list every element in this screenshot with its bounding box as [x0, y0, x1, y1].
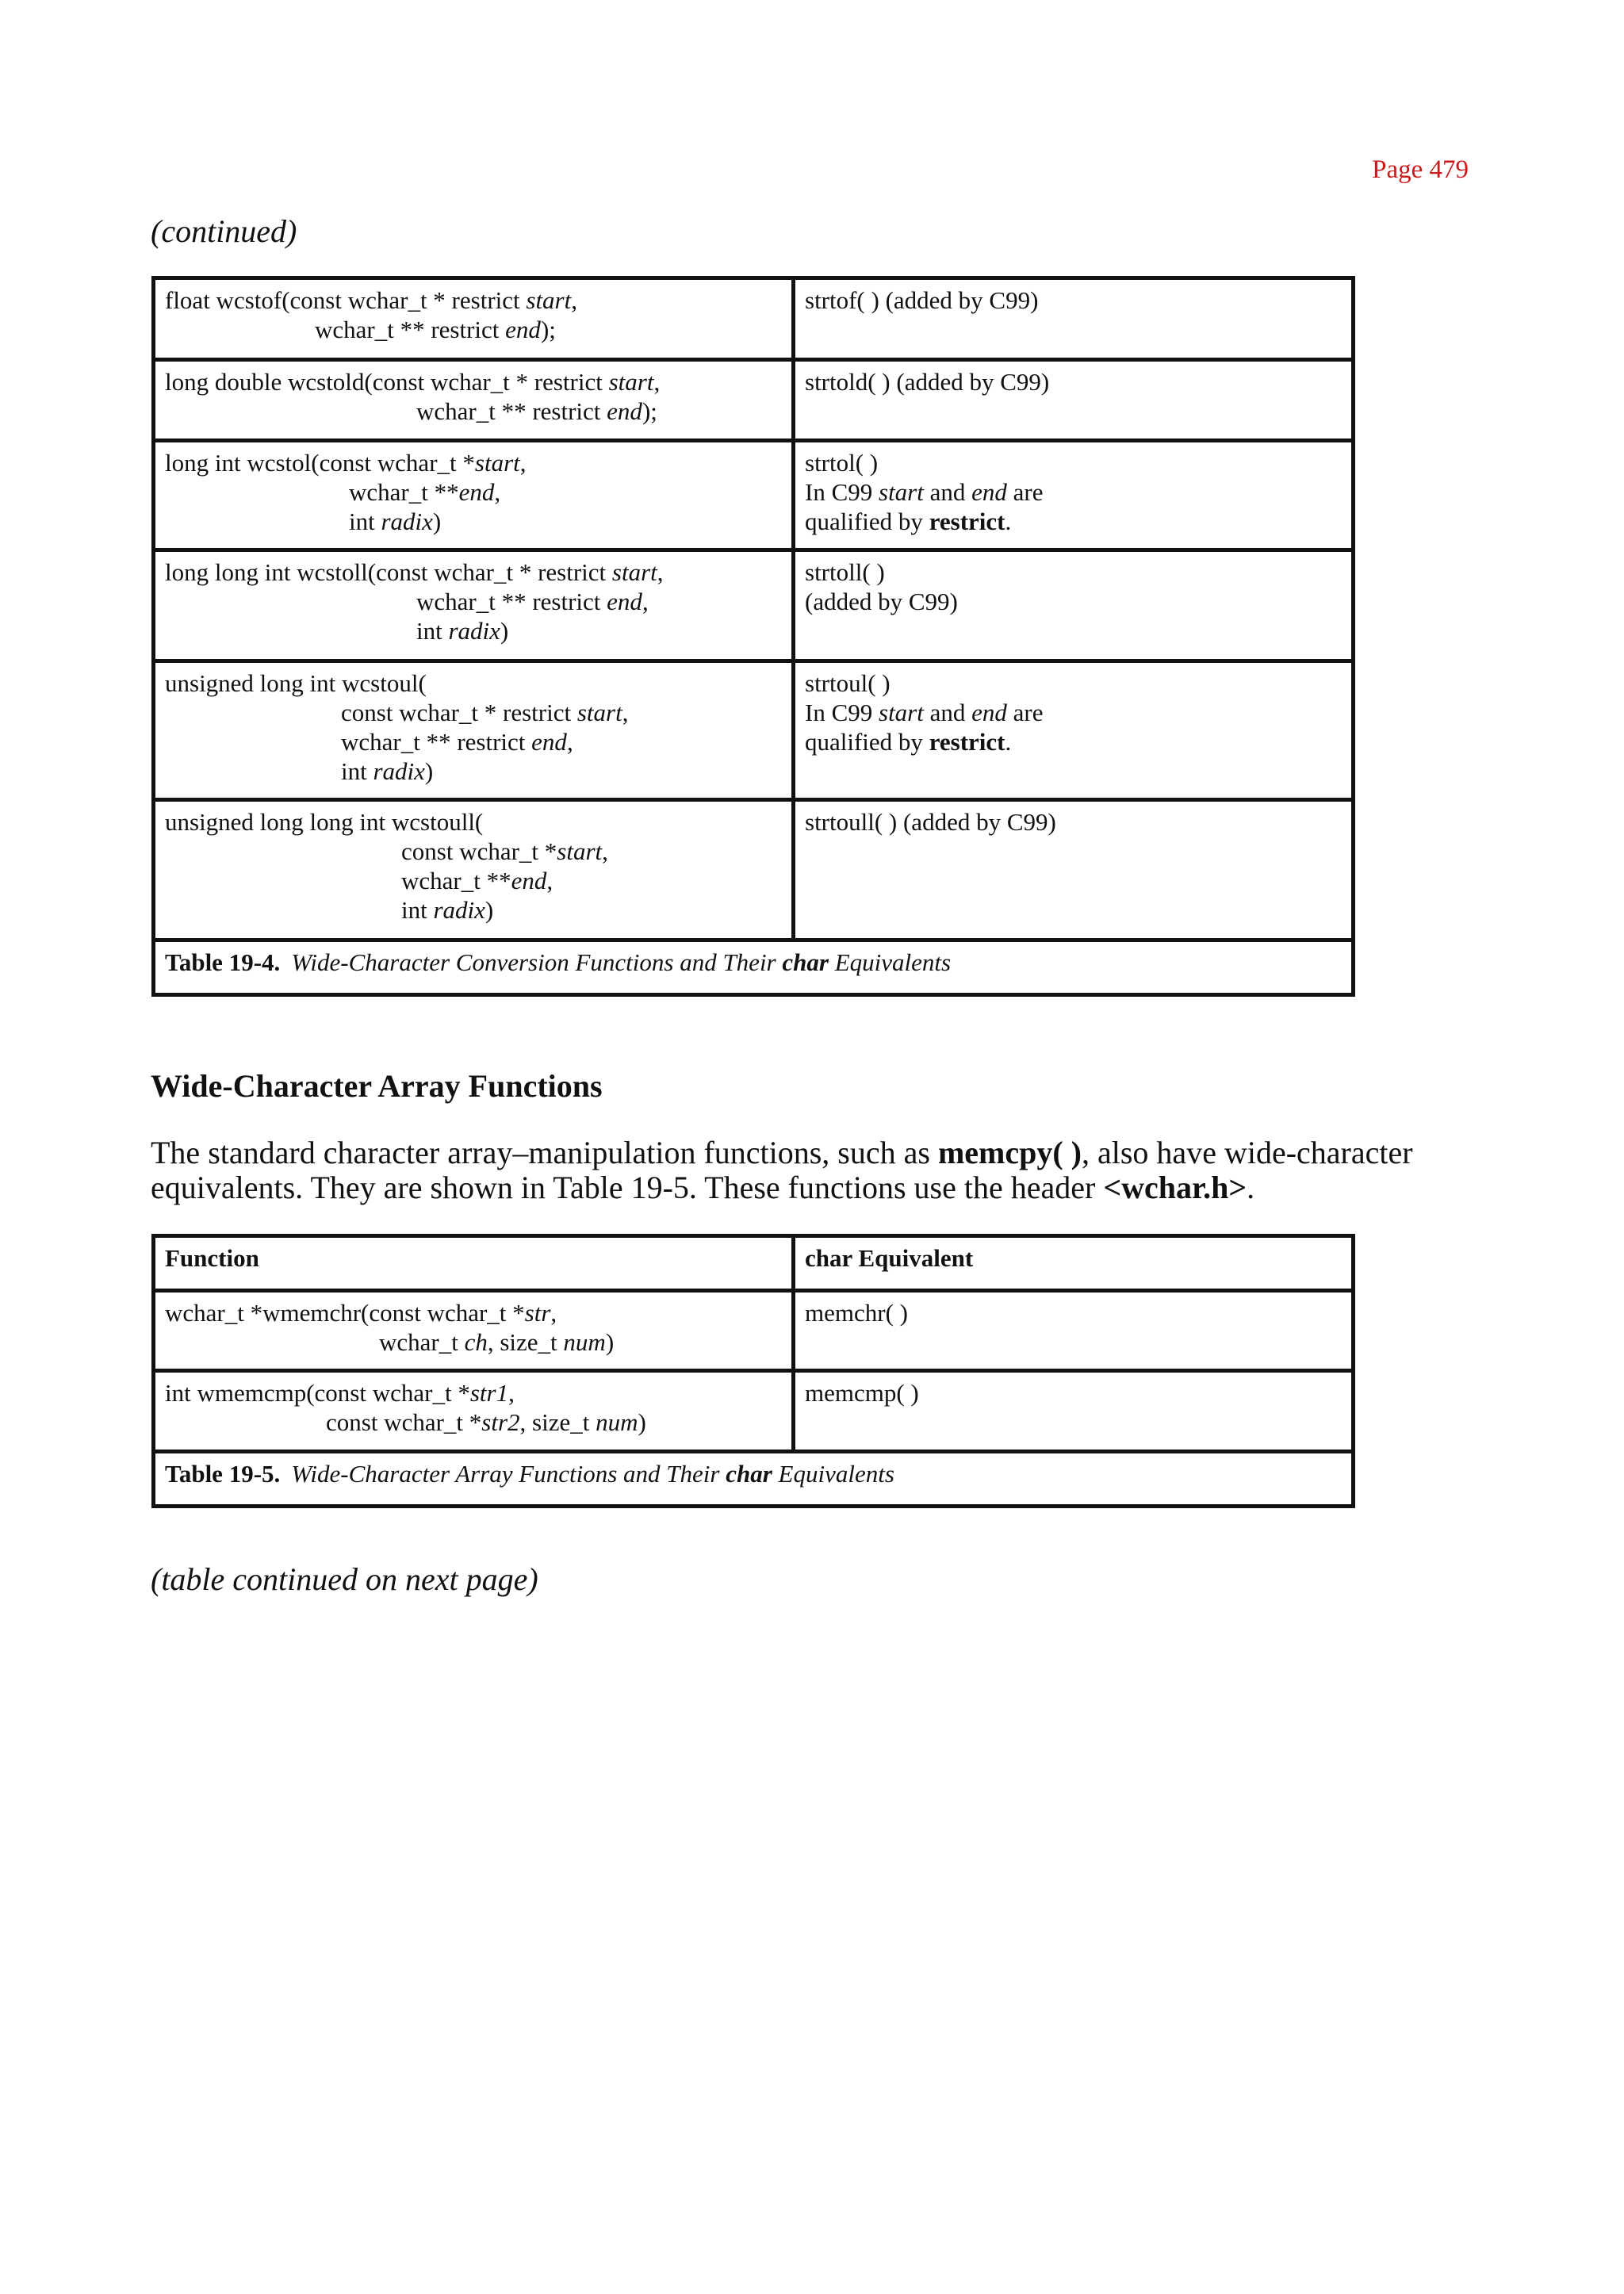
param-name: end: [505, 316, 541, 343]
conversion-functions-table: [151, 276, 1355, 997]
param-name: str2: [481, 1408, 520, 1436]
code-text: wchar_t ** restrict: [341, 728, 532, 756]
code-text: ,: [508, 1379, 515, 1407]
note-text: and: [923, 478, 972, 506]
column-header-function: Function: [154, 1236, 794, 1291]
param-name: str: [524, 1299, 551, 1327]
param-name: end: [607, 588, 642, 615]
code-text: ,: [571, 286, 577, 314]
code-text: ): [485, 896, 494, 924]
param-name: end: [971, 699, 1007, 726]
table-row: [154, 278, 1354, 360]
param-name: start: [576, 699, 622, 726]
function-cell: [154, 441, 794, 550]
code-text: unsigned long int wcstoul(: [165, 669, 427, 697]
code-text: int: [341, 757, 373, 785]
body-paragraph: [151, 1136, 1491, 1205]
code-text: ,: [622, 699, 629, 726]
code-text: wchar_t ** restrict: [315, 316, 506, 343]
code-text: ,: [642, 588, 649, 615]
param-name: radix: [381, 507, 433, 535]
code-text: int: [416, 617, 449, 645]
param-name: radix: [373, 757, 425, 785]
param-name: radix: [448, 617, 500, 645]
paragraph-text: The standard character array–manipulation functions, such as: [151, 1135, 938, 1170]
code-text: ): [605, 1328, 615, 1356]
code-text: float wcstof(const wchar_t * restrict: [165, 286, 527, 314]
param-name: start: [879, 478, 924, 506]
note-text: qualified by: [805, 728, 929, 756]
caption-text: Wide-Character Array Functions and Their: [291, 1460, 726, 1488]
table-header-row: [154, 1236, 1354, 1291]
paragraph-keyword: <wchar.h>: [1103, 1170, 1247, 1205]
code-text: const wchar_t *: [326, 1408, 482, 1436]
note-text: In C99: [805, 478, 879, 506]
table-caption-row: [154, 940, 1354, 995]
code-text: unsigned long long int wcstoull(: [165, 808, 484, 836]
code-text: ,: [550, 1299, 557, 1327]
column-header-equivalent: char Equivalent: [794, 1236, 1354, 1291]
code-text: ): [638, 1408, 646, 1436]
equivalent-cell: memcmp( ): [794, 1371, 1354, 1452]
keyword: restrict: [929, 728, 1005, 756]
equivalent-cell: strtold( ) (added by C99): [794, 360, 1354, 441]
caption-label: Table 19-5.: [165, 1460, 281, 1488]
array-functions-table: [151, 1234, 1355, 1508]
code-text: ): [500, 617, 509, 645]
note-text: .: [1005, 728, 1012, 756]
equivalent-text: strtoll( ): [805, 558, 885, 586]
param-name: str1: [469, 1379, 509, 1407]
code-text: long int wcstol(const wchar_t *: [165, 449, 475, 477]
section-heading: Wide-Character Array Functions: [151, 1068, 603, 1104]
table-row: [154, 1291, 1354, 1371]
paragraph-text: , also have wide-character equivalents. They are shown in Table 19-5. These functions use the header: [151, 1135, 1413, 1205]
function-cell: [154, 278, 794, 360]
table-row: [154, 1371, 1354, 1452]
code-text: long long int wcstoll(const wchar_t * restrict: [165, 558, 612, 586]
param-name: start: [526, 286, 572, 314]
caption-text: Equivalents: [772, 1460, 894, 1488]
paragraph-keyword: memcpy( ): [937, 1135, 1082, 1170]
param-name: start: [608, 368, 654, 396]
function-cell: [154, 360, 794, 441]
code-text: int: [401, 896, 434, 924]
caption-text: Wide-Character Conversion Functions and Their: [291, 948, 783, 976]
code-text: ,: [653, 368, 661, 396]
note-text: (added by C99): [805, 588, 958, 615]
equivalent-cell: [794, 441, 1354, 550]
caption-keyword: char: [726, 1460, 772, 1488]
code-text: wchar_t **: [349, 478, 459, 506]
param-name: end: [531, 728, 567, 756]
param-name: start: [611, 558, 657, 586]
code-text: wchar_t **: [401, 867, 511, 894]
function-cell: [154, 550, 794, 661]
function-cell: [154, 1291, 794, 1371]
param-name: end: [607, 397, 642, 425]
equivalent-cell: [794, 661, 1354, 800]
code-text: wchar_t *wmemchr(const wchar_t *: [165, 1299, 525, 1327]
param-name: start: [879, 699, 924, 726]
table-row: [154, 661, 1354, 800]
equivalent-text: strtoul( ): [805, 669, 891, 697]
code-text: ): [424, 757, 434, 785]
table-row: [154, 800, 1354, 940]
note-text: and: [923, 699, 972, 726]
table-caption: [154, 1452, 1354, 1507]
equivalent-cell: strtoull( ) (added by C99): [794, 800, 1354, 940]
note-text: qualified by: [805, 507, 929, 535]
param-name: radix: [433, 896, 485, 924]
caption-keyword: char: [782, 948, 829, 976]
continued-next-label: (table continued on next page): [151, 1561, 538, 1597]
note-text: are: [1006, 478, 1044, 506]
code-text: ,: [494, 478, 501, 506]
code-text: , size_t: [519, 1408, 596, 1436]
table-row: [154, 360, 1354, 441]
code-text: ,: [602, 837, 608, 865]
equivalent-cell: memchr( ): [794, 1291, 1354, 1371]
page-number: Page 479: [1372, 155, 1469, 184]
equivalent-cell: [794, 550, 1354, 661]
caption-label: Table 19-4.: [165, 948, 281, 976]
code-text: );: [642, 397, 657, 425]
table-caption: [154, 940, 1354, 995]
code-text: );: [540, 316, 556, 343]
code-text: ,: [519, 449, 527, 477]
code-text: , size_t: [487, 1328, 564, 1356]
keyword: restrict: [929, 507, 1005, 535]
code-text: ): [432, 507, 442, 535]
param-name: num: [596, 1408, 638, 1436]
continued-label: (continued): [151, 213, 297, 249]
code-text: const wchar_t * restrict: [341, 699, 577, 726]
param-name: start: [474, 449, 520, 477]
code-text: const wchar_t *: [401, 837, 557, 865]
code-text: ,: [546, 867, 553, 894]
code-text: ,: [566, 728, 573, 756]
code-text: int wmemcmp(const wchar_t *: [165, 1379, 470, 1407]
param-name: end: [511, 867, 547, 894]
table-row: [154, 550, 1354, 661]
param-name: end: [458, 478, 495, 506]
code-text: wchar_t: [379, 1328, 465, 1356]
table-row: [154, 441, 1354, 550]
param-name: num: [563, 1328, 606, 1356]
function-cell: [154, 1371, 794, 1452]
note-text: .: [1005, 507, 1012, 535]
code-text: long double wcstold(const wchar_t * restrict: [165, 368, 609, 396]
note-text: In C99: [805, 699, 879, 726]
table-caption-row: [154, 1452, 1354, 1507]
function-cell: [154, 800, 794, 940]
function-cell: [154, 661, 794, 800]
note-text: are: [1006, 699, 1044, 726]
code-text: int: [349, 507, 381, 535]
caption-text: Equivalents: [828, 948, 952, 976]
equivalent-text: strtol( ): [805, 449, 879, 477]
paragraph-text: .: [1247, 1170, 1255, 1205]
code-text: wchar_t ** restrict: [416, 397, 607, 425]
equivalent-cell: strtof( ) (added by C99): [794, 278, 1354, 360]
param-name: end: [971, 478, 1007, 506]
code-text: wchar_t ** restrict: [416, 588, 607, 615]
code-text: ,: [657, 558, 664, 586]
param-name: start: [557, 837, 603, 865]
param-name: ch: [464, 1328, 488, 1356]
